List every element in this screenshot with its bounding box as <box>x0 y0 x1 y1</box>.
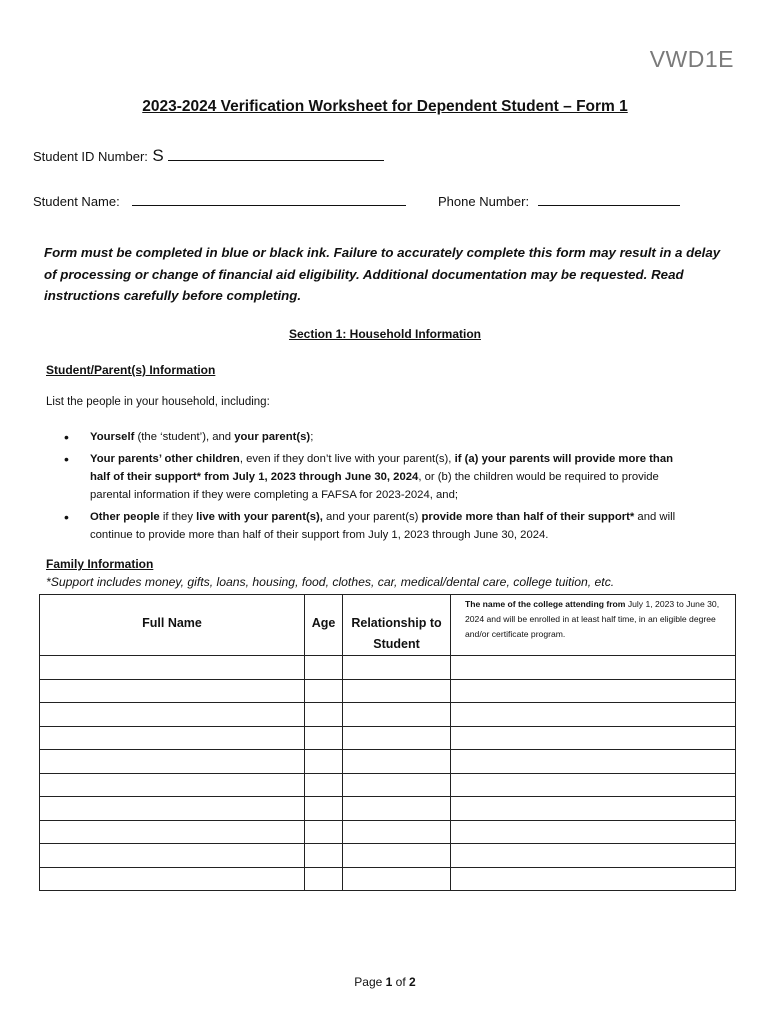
list-item <box>64 508 684 544</box>
list-item-text: , even if they don’t live with your parent(s), <box>239 453 455 465</box>
list-item-bold: Your parents’ other children <box>90 453 240 465</box>
relationship-cell[interactable] <box>343 773 451 797</box>
column-header-relationship: Relationship to Student <box>343 595 451 656</box>
family-table-body <box>40 656 736 891</box>
college-cell[interactable] <box>451 656 736 680</box>
age-cell[interactable] <box>305 820 343 844</box>
relationship-cell[interactable] <box>343 820 451 844</box>
age-cell[interactable] <box>305 750 343 774</box>
list-item-bold: live with your parent(s), <box>196 511 323 523</box>
table-row <box>40 726 736 750</box>
instructions-notice: Form must be completed in blue or black ink. Failure to accurately complete this form may result in a delay of processing or change of financial aid eligibility. Additional documentation may be requested. Read instructions carefully before completing. <box>44 245 721 303</box>
section-1-title: Section 1: Household Information <box>288 327 481 341</box>
table-row <box>40 679 736 703</box>
college-cell[interactable] <box>451 867 736 891</box>
college-cell[interactable] <box>451 703 736 727</box>
age-cell[interactable] <box>305 844 343 868</box>
college-cell[interactable] <box>451 797 736 821</box>
full-name-cell[interactable] <box>40 820 305 844</box>
age-cell[interactable] <box>305 679 343 703</box>
list-item-text: (the ‘student’), and <box>134 431 235 443</box>
relationship-cell[interactable] <box>343 703 451 727</box>
list-item-bold: Other people <box>90 511 160 523</box>
age-cell[interactable] <box>305 867 343 891</box>
column-header-full-name: Full Name <box>40 595 305 656</box>
student-name-label: Student Name: <box>33 194 120 209</box>
student-name-row <box>33 192 406 211</box>
full-name-cell[interactable] <box>40 867 305 891</box>
support-note: *Support includes money, gifts, loans, housing, food, clothes, car, medical/dental care, college tuition, etc. <box>46 575 615 589</box>
college-cell[interactable] <box>451 820 736 844</box>
form-code: VWD1E <box>649 46 734 72</box>
student-parent-heading: Student/Parent(s) Information <box>46 363 216 377</box>
list-item-bold: provide more than half of their support* <box>421 511 635 523</box>
table-row <box>40 750 736 774</box>
student-id-label: Student ID Number: <box>33 149 148 164</box>
household-list <box>64 428 684 548</box>
student-id-prefix: S <box>152 146 164 165</box>
family-table <box>39 594 736 891</box>
table-row <box>40 820 736 844</box>
list-item-text: if they <box>159 511 197 523</box>
age-cell[interactable] <box>305 773 343 797</box>
college-cell[interactable] <box>451 750 736 774</box>
list-item-text: , or (b) the children would be required to provide parental information if they were completing a FAFSA for 2023-2024, and; <box>90 471 659 501</box>
college-cell[interactable] <box>451 679 736 703</box>
household-intro: List the people in your household, including: <box>46 396 270 408</box>
full-name-cell[interactable] <box>40 797 305 821</box>
age-cell[interactable] <box>305 797 343 821</box>
phone-label: Phone Number: <box>438 194 530 209</box>
table-row <box>40 797 736 821</box>
student-id-row <box>33 146 384 166</box>
table-row <box>40 867 736 891</box>
student-name-field[interactable] <box>132 192 406 206</box>
age-cell[interactable] <box>305 726 343 750</box>
table-row <box>40 773 736 797</box>
list-item <box>64 450 684 504</box>
phone-row <box>438 192 680 211</box>
table-row <box>40 703 736 727</box>
relationship-cell[interactable] <box>343 797 451 821</box>
page-title: 2023-2024 Verification Worksheet for Dependent Student – Form 1 <box>142 98 628 115</box>
table-header-row <box>40 595 736 656</box>
relationship-cell[interactable] <box>343 867 451 891</box>
relationship-cell[interactable] <box>343 844 451 868</box>
full-name-cell[interactable] <box>40 773 305 797</box>
relationship-cell[interactable] <box>343 750 451 774</box>
college-cell[interactable] <box>451 844 736 868</box>
family-information-heading: Family Information <box>46 557 154 571</box>
full-name-cell[interactable] <box>40 750 305 774</box>
full-name-cell[interactable] <box>40 726 305 750</box>
relationship-cell[interactable] <box>343 679 451 703</box>
full-name-cell[interactable] <box>40 679 305 703</box>
age-cell[interactable] <box>305 703 343 727</box>
college-cell[interactable] <box>451 726 736 750</box>
age-cell[interactable] <box>305 656 343 680</box>
college-cell[interactable] <box>451 773 736 797</box>
table-row <box>40 656 736 680</box>
full-name-cell[interactable] <box>40 656 305 680</box>
page-number: Page 1 of 2 <box>354 975 416 989</box>
list-item <box>64 428 684 446</box>
phone-field[interactable] <box>538 192 680 206</box>
full-name-cell[interactable] <box>40 703 305 727</box>
list-item-bold: Yourself <box>90 431 135 443</box>
list-item-text: and will continue to provide more than half of their support from July 1, 2023 through June 30, 2024. <box>90 511 676 541</box>
full-name-cell[interactable] <box>40 844 305 868</box>
list-item-bold: your parent(s) <box>234 431 311 443</box>
list-item-text: ; <box>310 431 314 443</box>
student-id-field[interactable] <box>168 147 384 161</box>
relationship-cell[interactable] <box>343 726 451 750</box>
column-header-age: Age <box>305 595 343 656</box>
relationship-cell[interactable] <box>343 656 451 680</box>
table-row <box>40 844 736 868</box>
list-item-bold: if (a) your parents will provide more than half of their support* from July 1, 2023 through June 30, 2024 <box>90 453 674 483</box>
list-item-text: and your parent(s) <box>322 511 422 523</box>
column-header-college: The name of the college attending from July 1, 2023 to June 30, 2024 and will be enrolled in at least half time, in an eligible degree and/or certificate program. <box>451 595 736 656</box>
